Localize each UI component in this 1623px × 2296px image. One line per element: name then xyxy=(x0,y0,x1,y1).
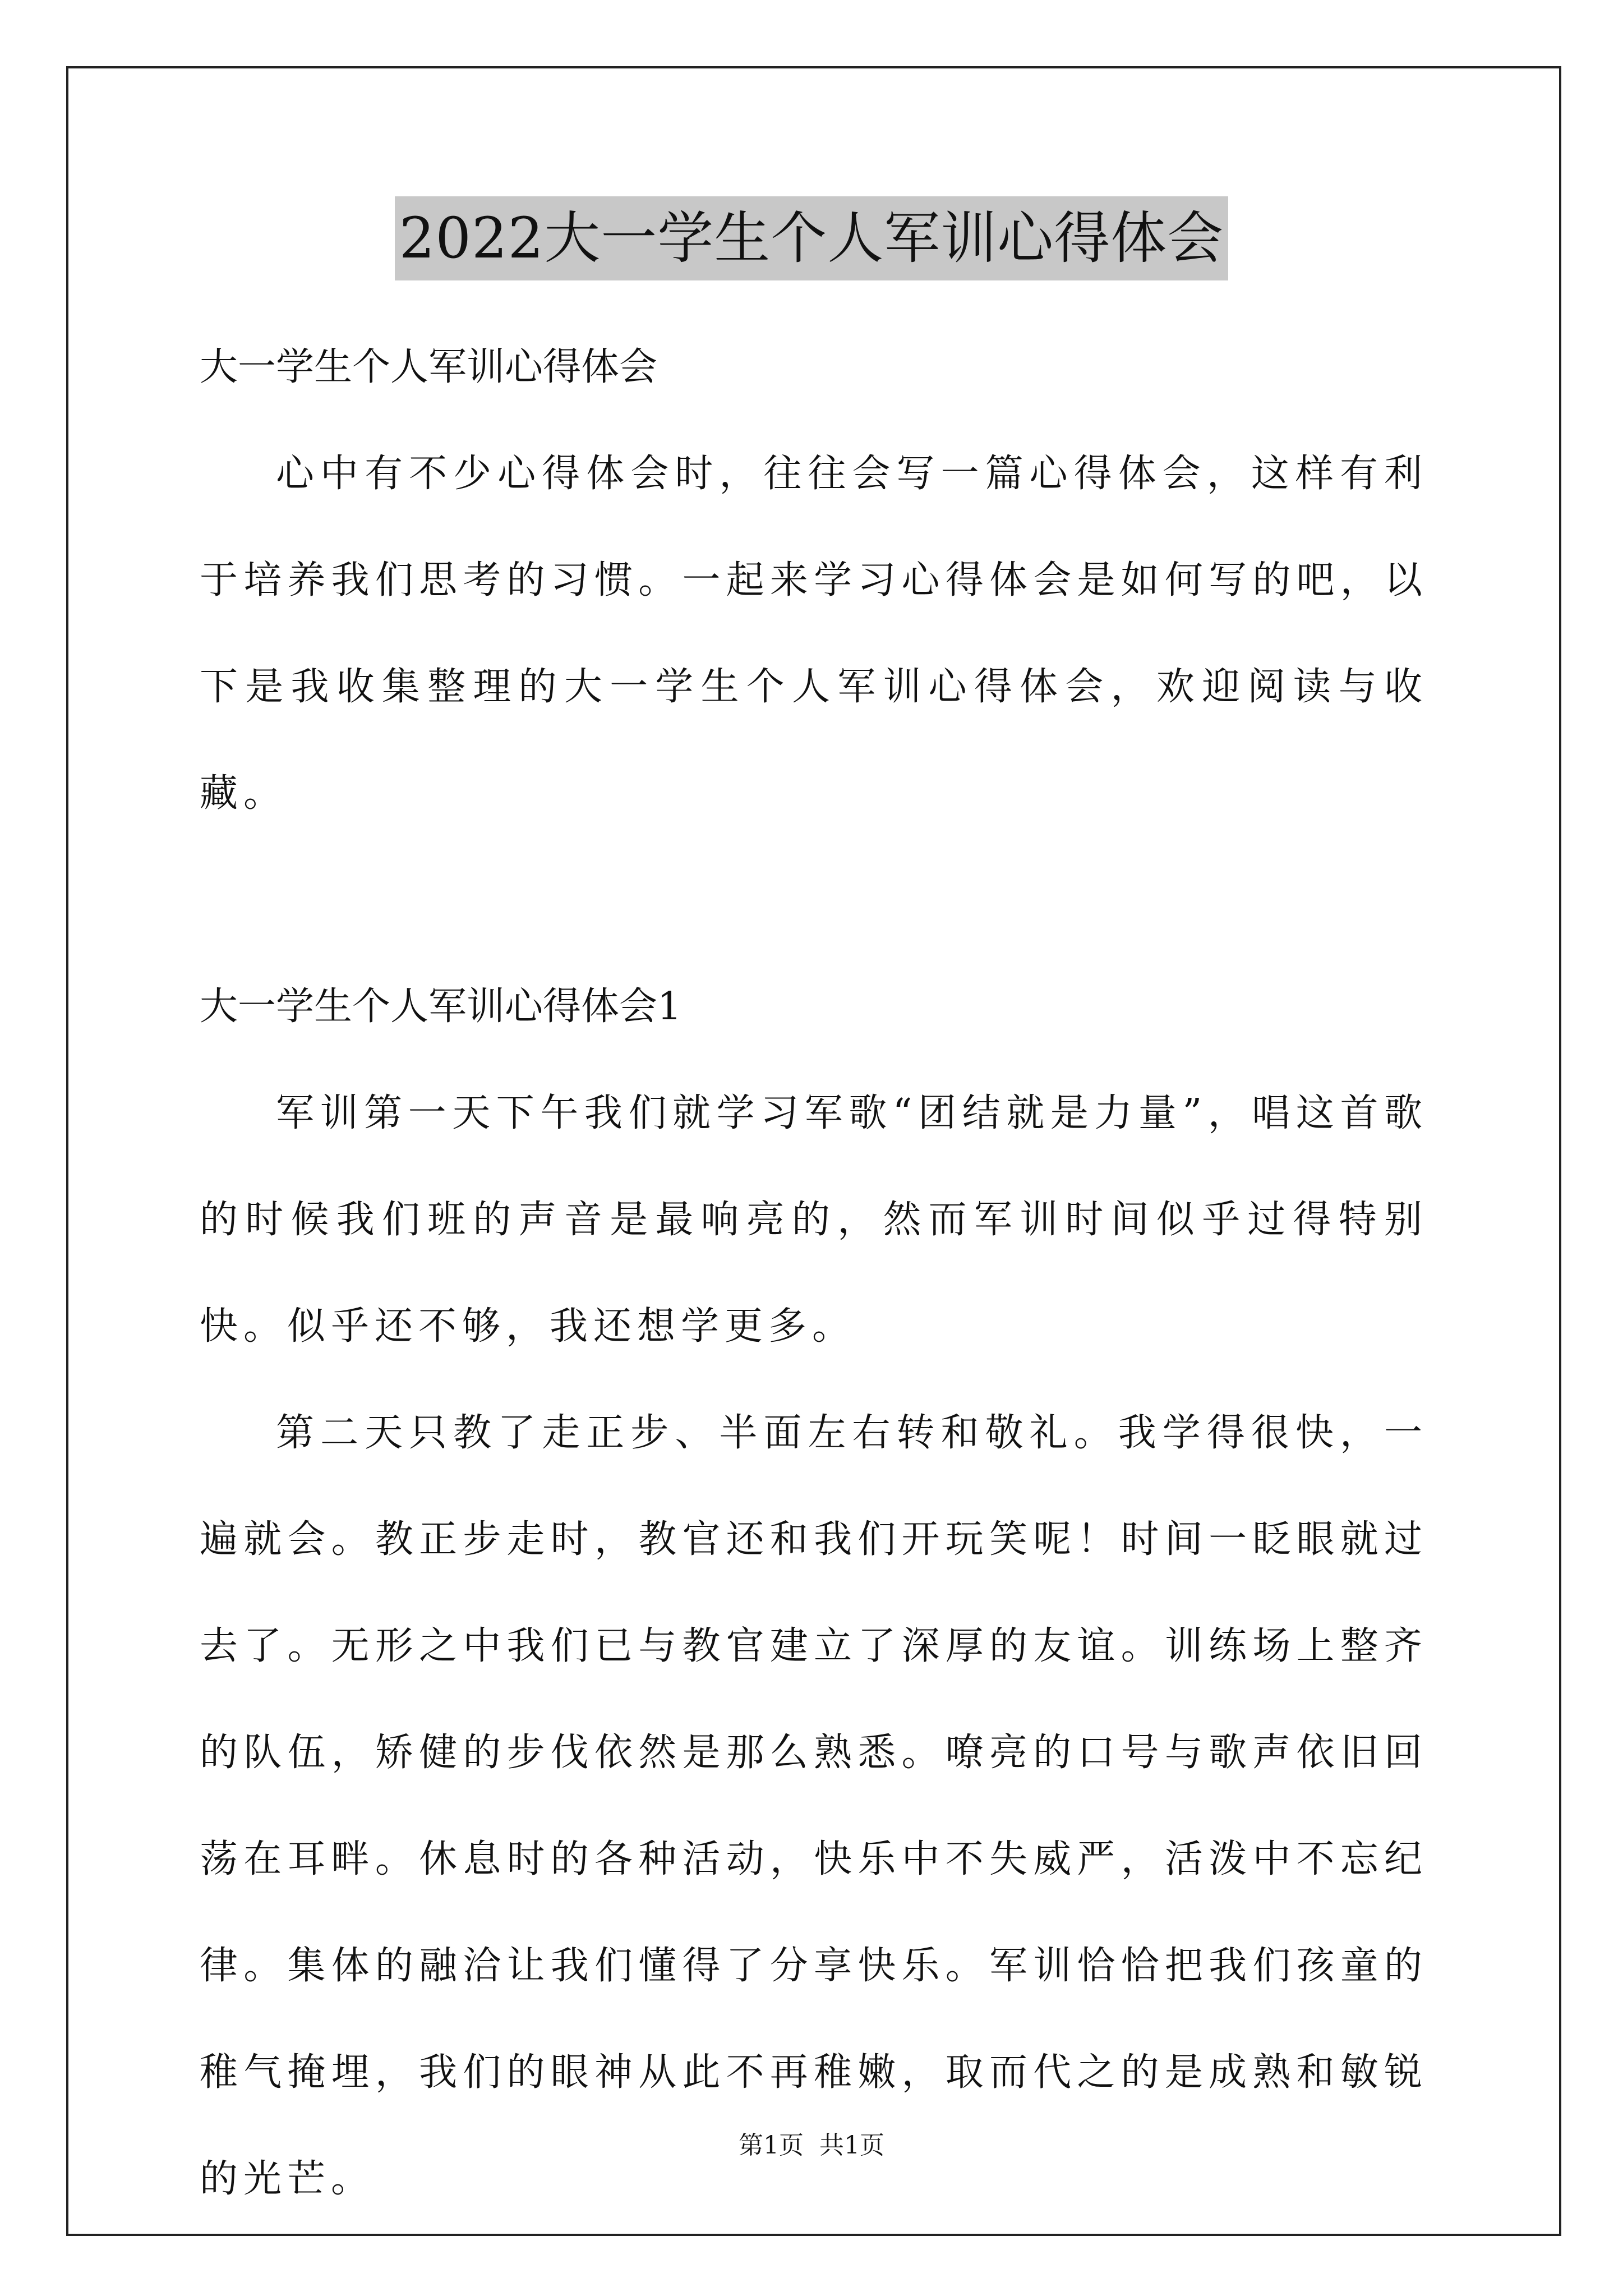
page-number: 第1页 xyxy=(739,2131,804,2160)
document-body xyxy=(200,314,1428,2233)
title-area xyxy=(0,196,1623,280)
blank-line xyxy=(200,847,1428,954)
intro-paragraph: 心中有不少心得体会时，往往会写一篇心得体会，这样有利于培养我们思考的习惯。一起来学习心得体会是如何写的吧，以下是我收集整理的大一学生个人军训心得体会，欢迎阅读与收藏。 xyxy=(200,452,1428,816)
subtitle: 大一学生个人军训心得体会 xyxy=(200,345,658,389)
page-footer xyxy=(0,2129,1623,2162)
document-title: 2022大一学生个人军训心得体会 xyxy=(395,196,1229,280)
body-paragraph-1: 军训第一天下午我们就学习军歌“团结就是力量”，唱这首歌的时候我们班的声音是最响亮的，然而军训时间似乎过得特别快。似乎还不够，我还想学更多。 xyxy=(200,1091,1428,1349)
section-heading: 大一学生个人军训心得体会1 xyxy=(200,984,682,1029)
body-paragraph-2: 第二天只教了走正步、半面左右转和敬礼。我学得很快，一遍就会。教正步走时，教官还和我们开玩笑呢！时间一眨眼就过去了。无形之中我们已与教官建立了深厚的友谊。训练场上整齐的队伍，矫健的步伐依然是那么熟悉。嘹亮的口号与歌声依旧回荡在耳畔。休息时的各种活动，快乐中不失威严，活泼中不忘纪律。集体的融洽让我们懂得了分享快乐。军训恰恰把我们孩童的稚气掩埋，我们的眼神从此不再稚嫩，取而代之的是成熟和敏锐的光芒。 xyxy=(200,1411,1428,2201)
page-total: 共1页 xyxy=(819,2131,884,2160)
